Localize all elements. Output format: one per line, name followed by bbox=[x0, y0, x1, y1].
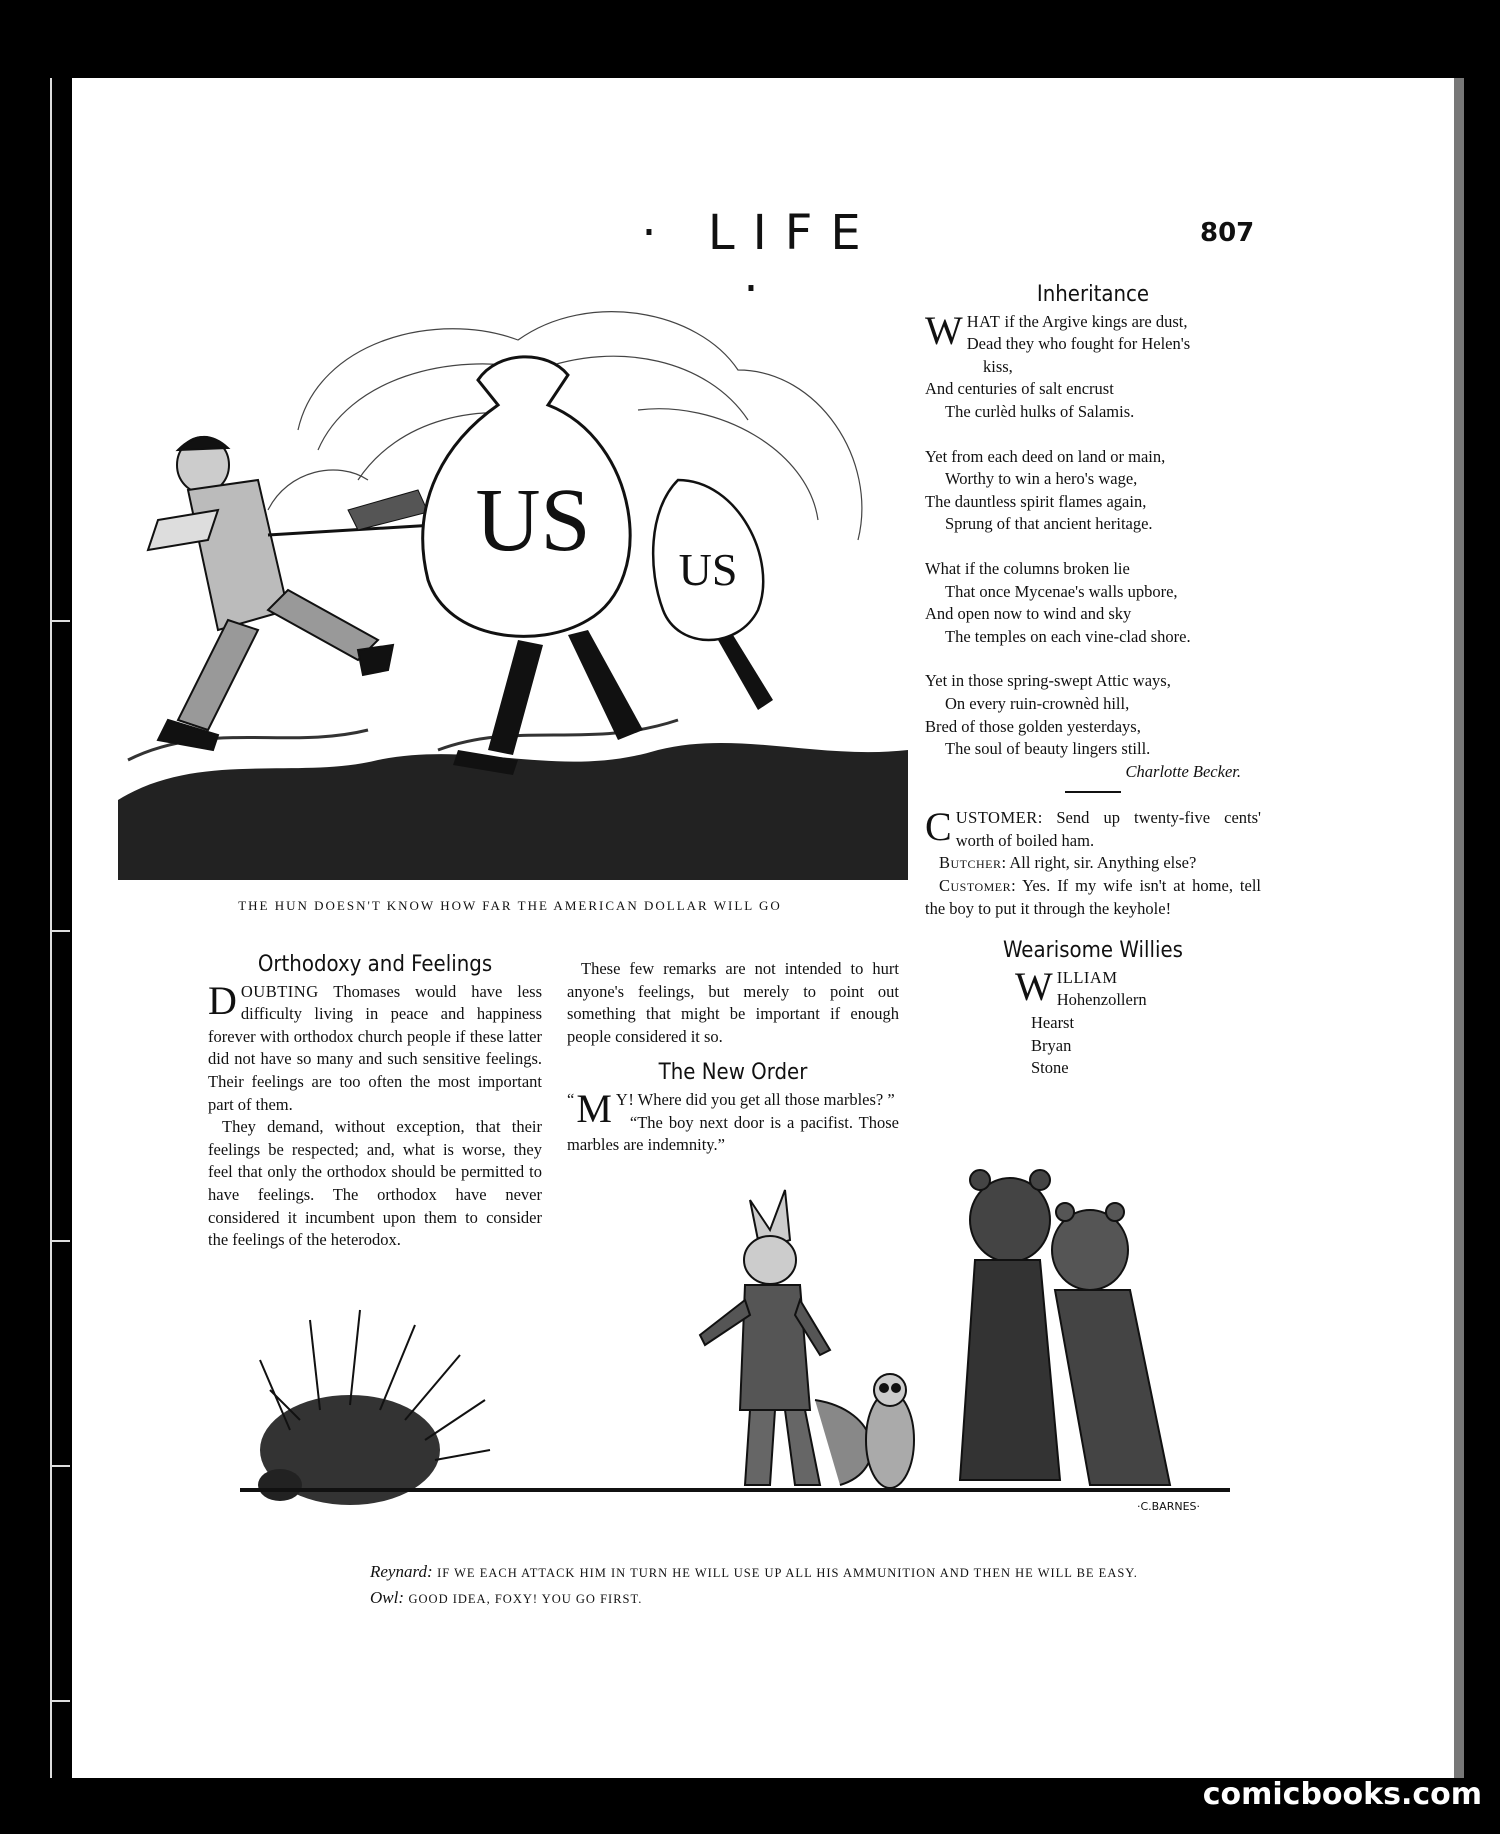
poem-line: The temples on each vine-clad shore. bbox=[945, 626, 1191, 646]
money-bag bbox=[423, 357, 643, 775]
bottom-caption bbox=[334, 1560, 1154, 1612]
orthodoxy-heading: Orthodoxy and Feelings bbox=[257, 952, 493, 977]
hun-figure bbox=[148, 437, 393, 750]
owl-line: GOOD IDEA, FOXY! YOU GO FIRST. bbox=[408, 1592, 643, 1606]
poem-line: Dead they who fought for Helen's bbox=[966, 334, 1191, 354]
money-bag-small bbox=[653, 480, 773, 710]
speaker-label: Butcher bbox=[939, 853, 1002, 873]
new-order-heading: The New Order bbox=[658, 1060, 808, 1086]
section-rule bbox=[1065, 791, 1121, 793]
customer-joke: CUSTOMER: Send up twenty-five cents' worth of boiled ham. Butcher: All right, sir. Anything else? Customer: Yes. If my wife isn't at home, tell the boy to put it through the keyhole! bbox=[925, 804, 1261, 918]
poem-line: The soul of beauty lingers still. bbox=[945, 739, 1151, 759]
page-edge bbox=[1454, 78, 1464, 1778]
binding-line bbox=[50, 78, 52, 1778]
poem-line: The dauntless spirit flames again, bbox=[925, 491, 1147, 511]
willies-name: Bryan bbox=[1031, 1035, 1072, 1055]
inheritance-poem bbox=[925, 284, 1261, 1080]
binding-tick bbox=[50, 620, 70, 622]
new-order-paragraph-1: “ M Y! Where did you get all those marbles? ” bbox=[567, 1085, 895, 1131]
bears bbox=[960, 1170, 1170, 1485]
middle-column bbox=[567, 958, 899, 1157]
binding-tick bbox=[50, 1240, 70, 1242]
dropcap: D bbox=[208, 977, 237, 1023]
artist-signature: ·C.BARNES· bbox=[1136, 1500, 1200, 1513]
binding-tick bbox=[50, 1465, 70, 1467]
animals-cartoon bbox=[240, 1150, 1230, 1540]
binding-tick bbox=[50, 930, 70, 932]
svg-text:US: US bbox=[678, 544, 738, 595]
willies-name: Hohenzollern bbox=[1056, 990, 1147, 1010]
page-number: 807 bbox=[1200, 218, 1255, 248]
poem-stanza bbox=[925, 446, 1261, 536]
cartoon-caption: THE HUN DOESN'T KNOW HOW FAR THE AMERICAN DOLLAR WILL GO bbox=[238, 898, 782, 913]
poem-line: That once Mycenae's walls upbore, bbox=[945, 581, 1178, 601]
poem-line: Bred of those golden yesterdays, bbox=[925, 716, 1141, 736]
willies-name: Stone bbox=[1031, 1058, 1069, 1078]
poem-line: And centuries of salt encrust bbox=[925, 379, 1114, 399]
hun-dollar-cartoon bbox=[118, 280, 908, 880]
poem-line: Yet from each deed on land or main, bbox=[925, 446, 1166, 466]
owl bbox=[866, 1374, 914, 1488]
poem-line: Yet in those spring-swept Attic ways, bbox=[925, 671, 1171, 691]
orthodoxy-paragraph-3: These few remarks are not intended to hurt anyone's feelings, but merely to point out something that might be important if enough people considered it so. bbox=[567, 959, 899, 1046]
poem-line: On every ruin-crownèd hill, bbox=[945, 693, 1130, 713]
poem-author: Charlotte Becker. bbox=[1125, 761, 1241, 781]
poem-stanza bbox=[925, 670, 1261, 783]
porcupine bbox=[258, 1310, 490, 1505]
masthead-title: · LIFE · bbox=[641, 205, 879, 317]
willies-name: Hearst bbox=[1031, 1013, 1075, 1033]
inheritance-heading: Inheritance bbox=[1036, 282, 1150, 307]
poem-stanza: WHAT if the Argive kings are dust, Dead they who fought for Helen's kiss, And centuries of salt encrust The curlèd hulks of Salamis. bbox=[925, 311, 1261, 424]
willies-heading: Wearisome Willies bbox=[1003, 938, 1183, 964]
orthodoxy-paragraph-1: DOUBTING Thomases would have less difficulty living in peace and happiness forever with orthodox church people if these latter did not have so many and such sensitive feelings. Their feelings are too often the most important part of them. bbox=[208, 977, 542, 1114]
poem-line: Worthy to win a hero's wage, bbox=[945, 469, 1138, 489]
willies-section: Wearisome Willies WILLIAM Hohenzollern Hearst Bryan Stone bbox=[925, 940, 1261, 1080]
dropcap: C bbox=[925, 804, 952, 850]
site-watermark: comicbooks.com bbox=[1202, 1777, 1482, 1812]
poem-line: Sprung of that ancient heritage. bbox=[945, 514, 1153, 534]
binding-tick bbox=[50, 1700, 70, 1702]
reynard-line: IF WE EACH ATTACK HIM IN TURN HE WILL USE UP ALL HIS AMMUNITION AND THEN HE WILL BE EASY. bbox=[437, 1566, 1138, 1580]
poem-line: kiss, bbox=[983, 356, 1013, 376]
orthodoxy-paragraph-2: They demand, without exception, that their feelings be respected; and, what is worse, they feel that only the orthodox should be permitted to have feelings. The orthodox have never considered it incumbent upon them to consider the feelings of the heterodox. bbox=[208, 1117, 542, 1250]
speaker-reynard: Reynard: bbox=[370, 1562, 433, 1581]
bag-monogram: US bbox=[475, 471, 591, 570]
poem-line: The curlèd hulks of Salamis. bbox=[945, 401, 1135, 421]
speaker-owl: Owl: bbox=[370, 1588, 404, 1607]
poem-line: And open now to wind and sky bbox=[925, 604, 1132, 624]
poem-stanza bbox=[925, 558, 1261, 648]
dropcap: W bbox=[925, 307, 963, 353]
poem-line: What if the columns broken lie bbox=[925, 558, 1130, 578]
fox bbox=[700, 1190, 872, 1485]
speaker-label: Customer bbox=[939, 876, 1012, 896]
dropcap: W bbox=[1015, 963, 1053, 1009]
dropcap: M bbox=[576, 1085, 612, 1131]
new-order-paragraph-2: “The boy next door is a pacifist. Those marbles are indemnity.” bbox=[567, 1112, 899, 1155]
